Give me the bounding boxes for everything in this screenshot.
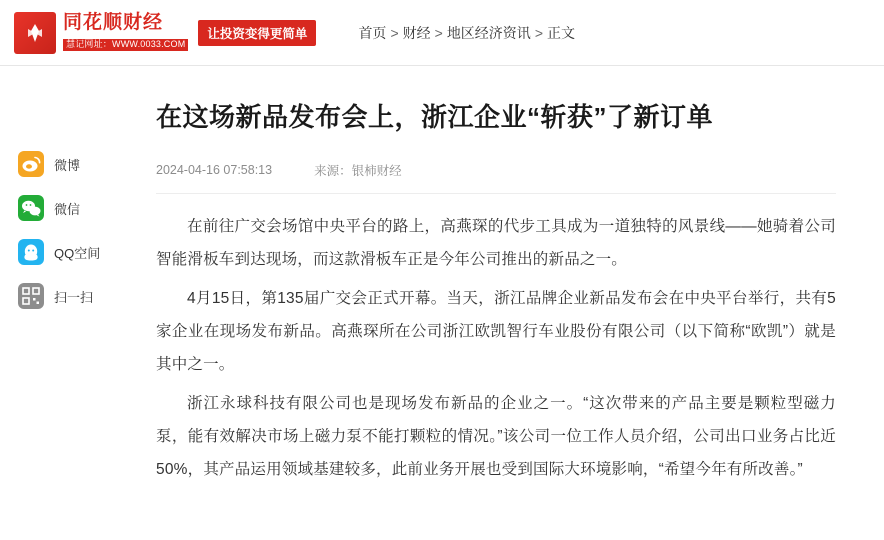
publish-date: 2024-04-16 07:58:13	[156, 163, 273, 178]
site-slogan: 让投资变得更简单	[198, 20, 316, 46]
breadcrumb-item-home[interactable]: 首页	[358, 24, 387, 41]
breadcrumb-item-regional-economy[interactable]: 地区经济资讯	[446, 24, 531, 41]
share-item-wechat[interactable]	[0, 186, 122, 230]
breadcrumb-separator: >	[434, 24, 443, 41]
breadcrumb-separator: >	[390, 24, 399, 41]
share-item-weibo[interactable]	[0, 142, 122, 186]
site-logo[interactable]	[14, 12, 188, 54]
article-container	[122, 66, 884, 539]
article-paragraph: 浙江永球科技有限公司也是现场发布新品的企业之一。“这次带来的产品主要是颗粒型磁力泵，能有效解决市场上磁力泵不能打颗粒的情况。”该公司一位工作人员介绍，公司出口业务占比近50%，其产品运用领域基建较多，此前业务开展也受到国际大环境影响，“希望今年有所改善。”	[156, 395, 836, 479]
article-source: 来源：银柿财经	[314, 164, 402, 179]
share-sidebar	[0, 66, 122, 539]
breadcrumb-item-current: 正文	[547, 24, 575, 41]
article-paragraph: 4月15日，第135届广交会正式开幕。当天，浙江品牌企业新品发布会在中央平台举行，共有5家企业在现场发布新品。高燕琛所在公司浙江欧凯智行车业股份有限公司（以下简称“欧凯”）就是其中之一。	[156, 290, 836, 374]
logo-subtitle: 慧记网址：WWW.0033.COM	[63, 39, 188, 51]
breadcrumb-item-finance[interactable]: 财经	[402, 24, 431, 41]
share-item-qzone[interactable]	[0, 230, 122, 274]
qzone-icon	[18, 239, 44, 265]
article-paragraph: 在前往广交会场馆中央平台的路上，高燕琛的代步工具成为一道独特的风景线——她骑着公司智能滑板车到达现场，而这款滑板车正是今年公司推出的新品之一。	[156, 218, 836, 269]
wechat-icon	[18, 195, 44, 221]
share-item-label: 扫一扫	[54, 289, 94, 305]
qrcode-scan-icon	[18, 283, 44, 309]
breadcrumb	[358, 23, 575, 43]
article-body	[156, 210, 836, 486]
article-meta	[156, 161, 836, 179]
site-header	[0, 0, 884, 66]
breadcrumb-separator: >	[534, 24, 543, 41]
share-item-label: 微博	[54, 157, 81, 173]
share-item-label: 微信	[54, 201, 81, 217]
page-title: 在这场新品发布会上，浙江企业“斩获”了新订单	[156, 102, 714, 132]
logo-title: 同花顺财经	[63, 12, 164, 34]
weibo-icon	[18, 151, 44, 177]
flower-logo-icon	[14, 12, 56, 54]
page-body	[0, 66, 884, 539]
meta-divider	[156, 193, 836, 194]
share-item-label: QQ空间	[54, 245, 101, 261]
share-item-scan[interactable]	[0, 274, 122, 318]
